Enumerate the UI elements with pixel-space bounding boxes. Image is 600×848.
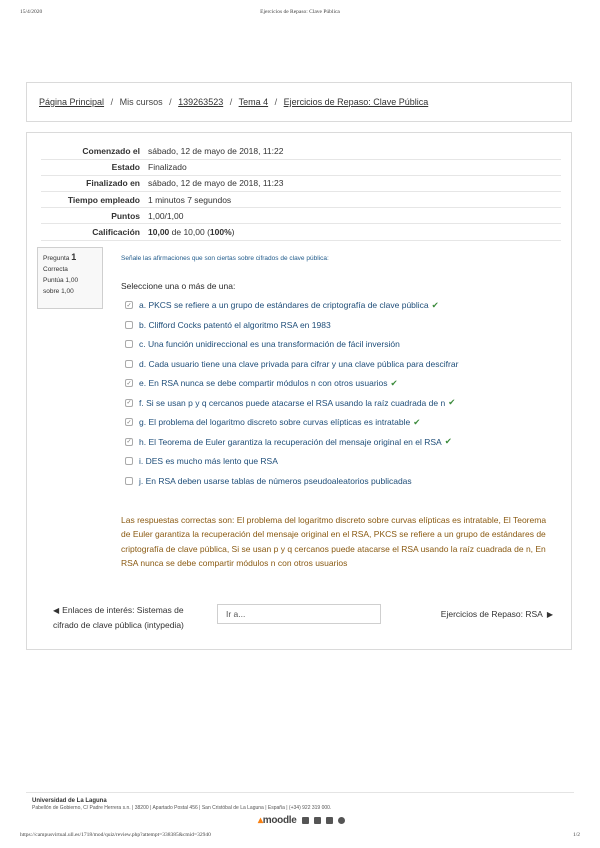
answer-option-label: a. PKCS se refiere a un grupo de estándares de criptografía de clave pública <box>139 300 429 310</box>
checkbox-checked-icon[interactable]: ✓ <box>126 419 132 426</box>
question-score-max: sobre 1,00 <box>43 288 74 295</box>
answer-option-d[interactable] <box>125 357 458 371</box>
summary-label: Estado <box>111 162 140 173</box>
answer-option-label: b. Clifford Cocks patentó el algoritmo RSA en 1983 <box>139 319 331 330</box>
answer-option-c[interactable] <box>125 337 400 351</box>
breadcrumb-separator: / <box>169 97 172 107</box>
breadcrumb-topic[interactable]: Tema 4 <box>238 97 269 107</box>
footer-university: Universidad de La Laguna <box>32 798 107 804</box>
answer-option-label: i. DES es mucho más lento que RSA <box>139 456 278 466</box>
answer-option-label: f. Si se usan p y q cercanos puede atacarse el RSA usando la raíz cuadrada de n <box>139 397 446 408</box>
checkbox-icon[interactable] <box>125 477 133 485</box>
summary-row-state <box>41 159 561 175</box>
answer-option-label: d. Cada usuario tiene una clave privada para cifrar y una clave pública para descifrar <box>139 358 459 369</box>
attempt-summary-table <box>41 143 561 241</box>
moodle-hat-icon: ▴ <box>258 815 263 826</box>
answer-option-j[interactable] <box>125 474 412 488</box>
moodle-logo[interactable] <box>258 815 297 826</box>
summary-row-started <box>41 143 561 159</box>
print-page-number: 1/2 <box>572 832 580 838</box>
checkbox-checked-icon[interactable]: ✓ <box>126 302 132 309</box>
correct-check-icon: ✔ <box>448 397 456 407</box>
answer-option-i[interactable] <box>125 454 278 468</box>
answer-option-label: j. En RSA deben usarse tablas de números pseudoaleatorios publicadas <box>139 475 412 486</box>
grade-score: 10,00 <box>148 227 170 238</box>
question-label: Pregunta <box>43 255 70 262</box>
summary-label: Finalizado en <box>86 178 140 189</box>
breadcrumb-panel <box>26 82 572 122</box>
breadcrumb <box>39 97 428 107</box>
checkbox-icon[interactable] <box>125 360 133 368</box>
answer-instruction: Seleccione una o más de una: <box>121 281 236 291</box>
checkbox-checked-icon[interactable]: ✓ <box>126 439 132 445</box>
summary-label: Comenzado el <box>82 145 140 156</box>
grade-end: ) <box>231 227 235 238</box>
footer-address: Pabellón de Gobierno, C/ Padre Herrera s.n. | 38200 | Apartado Postal 456 | San Cristóbal de La Laguna | España | (+34) 922 319 000. <box>32 805 332 811</box>
summary-row-grade <box>41 224 561 240</box>
answer-option-f[interactable] <box>125 396 455 410</box>
grade-percent: 100% <box>209 227 232 238</box>
jump-to-select[interactable]: Ir a... <box>217 604 381 624</box>
summary-value: sábado, 12 de mayo de 2018, 11:23 <box>148 178 284 189</box>
answer-option-label: e. En RSA nunca se debe compartir módulos n con otros usuarios <box>139 378 388 388</box>
answer-option-label: g. El problema del logaritmo discreto sobre curvas elípticas es intratable <box>139 417 411 427</box>
answer-option-b[interactable] <box>125 318 331 332</box>
correct-check-icon: ✔ <box>413 416 421 427</box>
question-info-box <box>37 247 103 309</box>
answer-option-h[interactable] <box>125 435 452 449</box>
quiz-review-panel <box>26 132 572 650</box>
summary-value: 1 minutos 7 segundos <box>148 194 232 205</box>
checkbox-icon[interactable] <box>125 321 133 329</box>
summary-grade-value <box>148 224 561 240</box>
linkedin-icon[interactable] <box>326 817 333 824</box>
footer-logos <box>258 815 345 826</box>
correct-check-icon: ✔ <box>390 377 398 388</box>
checkbox-checked-icon[interactable]: ✓ <box>126 400 132 406</box>
answer-option-label: h. El Teorema de Euler garantiza la recuperación del mensaje original en el RSA <box>139 436 442 447</box>
footer-divider <box>26 792 574 793</box>
checkbox-checked-icon[interactable]: ✓ <box>126 380 132 387</box>
answer-option-g[interactable] <box>125 415 420 429</box>
print-url: https://campusvirtual.ull.es/1718/mod/quiz/review.php?attempt=338385&cmid=32940 <box>20 832 211 838</box>
answer-option-e[interactable] <box>125 376 398 390</box>
moodle-logo-text: moodle <box>262 815 297 826</box>
grade-mid: de 10,00 ( <box>169 227 210 238</box>
breadcrumb-course[interactable]: 139263523 <box>178 97 224 107</box>
question-score: Puntúa 1,00 <box>43 277 79 284</box>
prev-activity-line2: cifrado de clave pública (intypedia) <box>53 620 184 630</box>
correct-check-icon: ✔ <box>444 436 452 446</box>
breadcrumb-separator: / <box>229 97 233 107</box>
answer-option-label: c. Una función unidireccional es una transformación de fácil inversión <box>139 339 400 349</box>
summary-label: Tiempo empleado <box>67 194 140 205</box>
summary-value: sábado, 12 de mayo de 2018, 11:22 <box>148 145 284 156</box>
other-social-icon[interactable] <box>338 817 345 824</box>
summary-label: Calificación <box>92 227 140 238</box>
next-activity-label: Ejercicios de Repaso: RSA <box>440 609 543 619</box>
breadcrumb-my-courses: Mis cursos <box>119 97 163 107</box>
next-activity-link[interactable] <box>441 609 553 619</box>
triangle-right-icon: ▶ <box>546 610 553 619</box>
checkbox-icon[interactable] <box>125 457 133 465</box>
breadcrumb-separator: / <box>274 97 278 107</box>
correct-answers-feedback: Las respuestas correctas son: El problema del logaritmo discreto sobre curvas elípticas es intratable, El Teorema de Euler garantiza la recuperación del mensaje original en el RSA, PKCS se refiere a un grupo de estándares de criptografía de clave pública, Si se usan p y q cercanos puede atacarse el RSA usando la raíz cuadrada de n, En RSA nunca se debe compartir módulos n con otros usuarios <box>121 515 547 569</box>
checkbox-icon[interactable] <box>125 340 133 348</box>
summary-value: Finalizado <box>148 162 187 173</box>
question-text: Señale las afirmaciones que son ciertas sobre cifrados de clave pública: <box>121 255 329 262</box>
summary-value: 1,00/1,00 <box>148 210 184 221</box>
print-title: Ejercicios de Repaso: Clave Pública <box>260 9 340 15</box>
summary-row-marks <box>41 208 561 224</box>
answer-option-a[interactable] <box>125 298 439 312</box>
breadcrumb-home[interactable]: Página Principal <box>39 97 105 107</box>
breadcrumb-quiz[interactable]: Ejercicios de Repaso: Clave Pública <box>283 97 429 107</box>
summary-row-completed <box>41 175 561 191</box>
question-status: Correcta <box>43 266 68 273</box>
question-number: 1 <box>71 252 77 262</box>
summary-row-time-taken <box>41 192 561 208</box>
triangle-left-icon: ◀ <box>53 606 60 615</box>
print-date: 15/4/2020 <box>20 9 43 15</box>
twitter-icon[interactable] <box>314 817 321 824</box>
breadcrumb-separator: / <box>110 97 114 107</box>
correct-check-icon: ✔ <box>431 299 439 310</box>
facebook-icon[interactable] <box>302 817 309 824</box>
summary-label: Puntos <box>111 210 140 221</box>
prev-activity-line1: Enlaces de interés: Sistemas de <box>62 605 184 615</box>
prev-activity-link[interactable] <box>53 603 201 632</box>
